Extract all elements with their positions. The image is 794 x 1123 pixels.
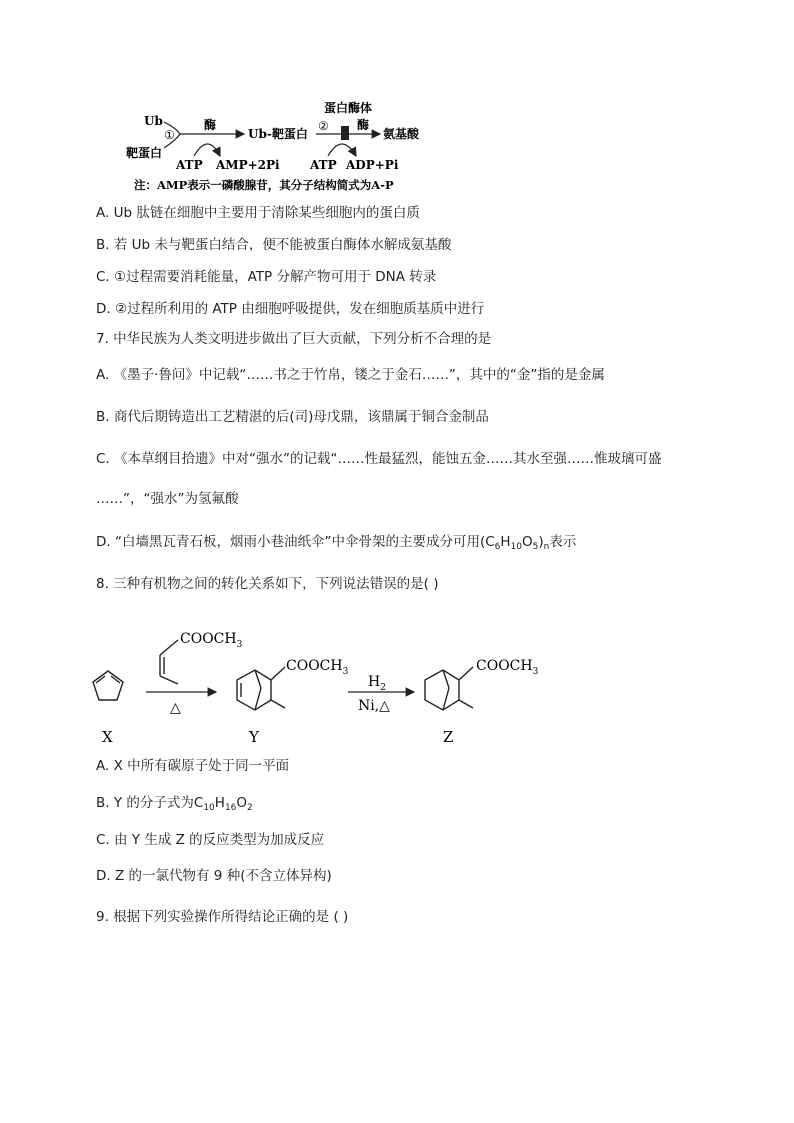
formula-sub-2: 2 <box>247 803 253 813</box>
z-ester-label: $COOCH_3$ <box>476 658 539 677</box>
q7-option-d-text: D. “白墙黑瓦青石板，烟雨小巷油纸伞”中伞骨架的主要成分可用 <box>96 534 480 550</box>
label-target-protein: 靶蛋白 <box>126 146 163 160</box>
formula-sub-5: 5 <box>532 542 539 552</box>
label-x: X <box>102 728 113 746</box>
ubiquitin-pathway-diagram <box>120 96 450 196</box>
q7-option-a: A. 《墨子·鲁问》中记载“……书之于竹帛，镂之于金石……”，其中的“金”指的是金属 <box>96 367 605 383</box>
q6-option-d: D. ②过程所利用的 ATP 由细胞呼吸提供，发在细胞质基质中进行 <box>96 301 485 317</box>
formula-open: (C <box>479 534 495 550</box>
step1-label: ① <box>164 128 175 142</box>
h2-label: $H_2$ <box>368 674 386 693</box>
q8-option-d: D. Z 的一氯代物有 9 种(不含立体异构) <box>96 868 332 884</box>
formula-h: H <box>214 795 225 811</box>
q8-stem: 8. 三种有机物之间的转化关系如下，下列说法错误的是( ) <box>96 576 439 592</box>
q8-option-c: C. 由 Y 生成 Z 的反应类型为加成反应 <box>96 832 325 848</box>
formula-sub-16: 16 <box>224 803 237 813</box>
enzyme2-label: 酶 <box>357 118 370 132</box>
q7-option-d <box>96 533 576 556</box>
formula-sub-10: 10 <box>510 542 523 552</box>
amp-note: 注：AMP表示一磷酸腺苷，其分子结构简式为A-P <box>134 178 394 192</box>
formula-sub-10: 10 <box>203 803 215 813</box>
q8-option-b <box>96 794 253 817</box>
q6-option-b: B. 若 Ub 未与靶蛋白结合，便不能被蛋白酶体水解成氨基酸 <box>96 237 452 253</box>
q8-option-a: A. X 中所有碳原子处于同一平面 <box>96 758 290 774</box>
amp-label: AMP+2Pi <box>216 158 280 172</box>
atp-label-1: ATP <box>176 158 203 172</box>
proteasome-label: 蛋白酶体 <box>324 101 373 115</box>
ub-target-label: Ub-靶蛋白 <box>248 127 308 141</box>
q9-stem: 9. 根据下列实验操作所得结论正确的是 ( ) <box>96 909 349 925</box>
y-ester-label: $COOCH_3$ <box>286 658 349 677</box>
q7-option-b: B. 商代后期铸造出工艺精湛的后(司)母戊鼎，该鼎属于铜合金制品 <box>96 409 489 425</box>
label-ub: Ub <box>144 114 163 128</box>
reagent-structure <box>160 640 178 684</box>
proteasome-block <box>341 126 349 140</box>
heat-label: △ <box>170 700 181 716</box>
compound-y-structure <box>237 667 285 710</box>
compound-z-structure <box>425 667 473 710</box>
formula-sub-6: 6 <box>494 542 501 552</box>
atp-label-2: ATP <box>310 158 337 172</box>
formula-o: O <box>522 534 533 550</box>
reaction-scheme <box>86 622 566 750</box>
q6-option-a: A. Ub 肽链在细胞中主要用于清除某些细胞内的蛋白质 <box>96 205 420 221</box>
formula-sub-n: n <box>543 542 550 552</box>
q6-option-c: C. ①过程需要消耗能量，ATP 分解产物可用于 DNA 转录 <box>96 269 437 285</box>
enzyme1-label: 酶 <box>204 118 217 132</box>
formula-o: O <box>236 795 248 811</box>
compound-x-structure <box>93 671 123 700</box>
label-z: Z <box>443 728 454 746</box>
step2-label: ② <box>318 119 329 133</box>
atp-curve-1 <box>194 144 220 156</box>
q7-option-d-suffix: 表示 <box>549 534 577 550</box>
condition-label: Ni,△ <box>358 698 390 714</box>
amino-acid-label: 氨基酸 <box>383 127 420 141</box>
formula-close: ) <box>538 534 544 550</box>
formula-h: H <box>500 534 511 550</box>
atp-curve-2 <box>328 144 356 156</box>
q8-option-b-text: B. Y 的分子式为 <box>96 795 194 811</box>
q7-stem: 7. 中华民族为人类文明进步做出了巨大贡献，下列分析不合理的是 <box>96 331 492 347</box>
formula-c: C <box>193 795 204 811</box>
q7-option-c-line1: C. 《本草纲目拾遗》中对“强水”的记载“……性最猛烈，能蚀五金……其水至强……惟玻璃可盛 <box>96 451 662 467</box>
adp-label: ADP+Pi <box>346 158 399 172</box>
reagent-label: $COOCH_3$ <box>180 631 243 650</box>
label-y: Y <box>249 728 259 746</box>
q7-option-c-line2: ……”，“强水”为氢氟酸 <box>96 491 239 507</box>
